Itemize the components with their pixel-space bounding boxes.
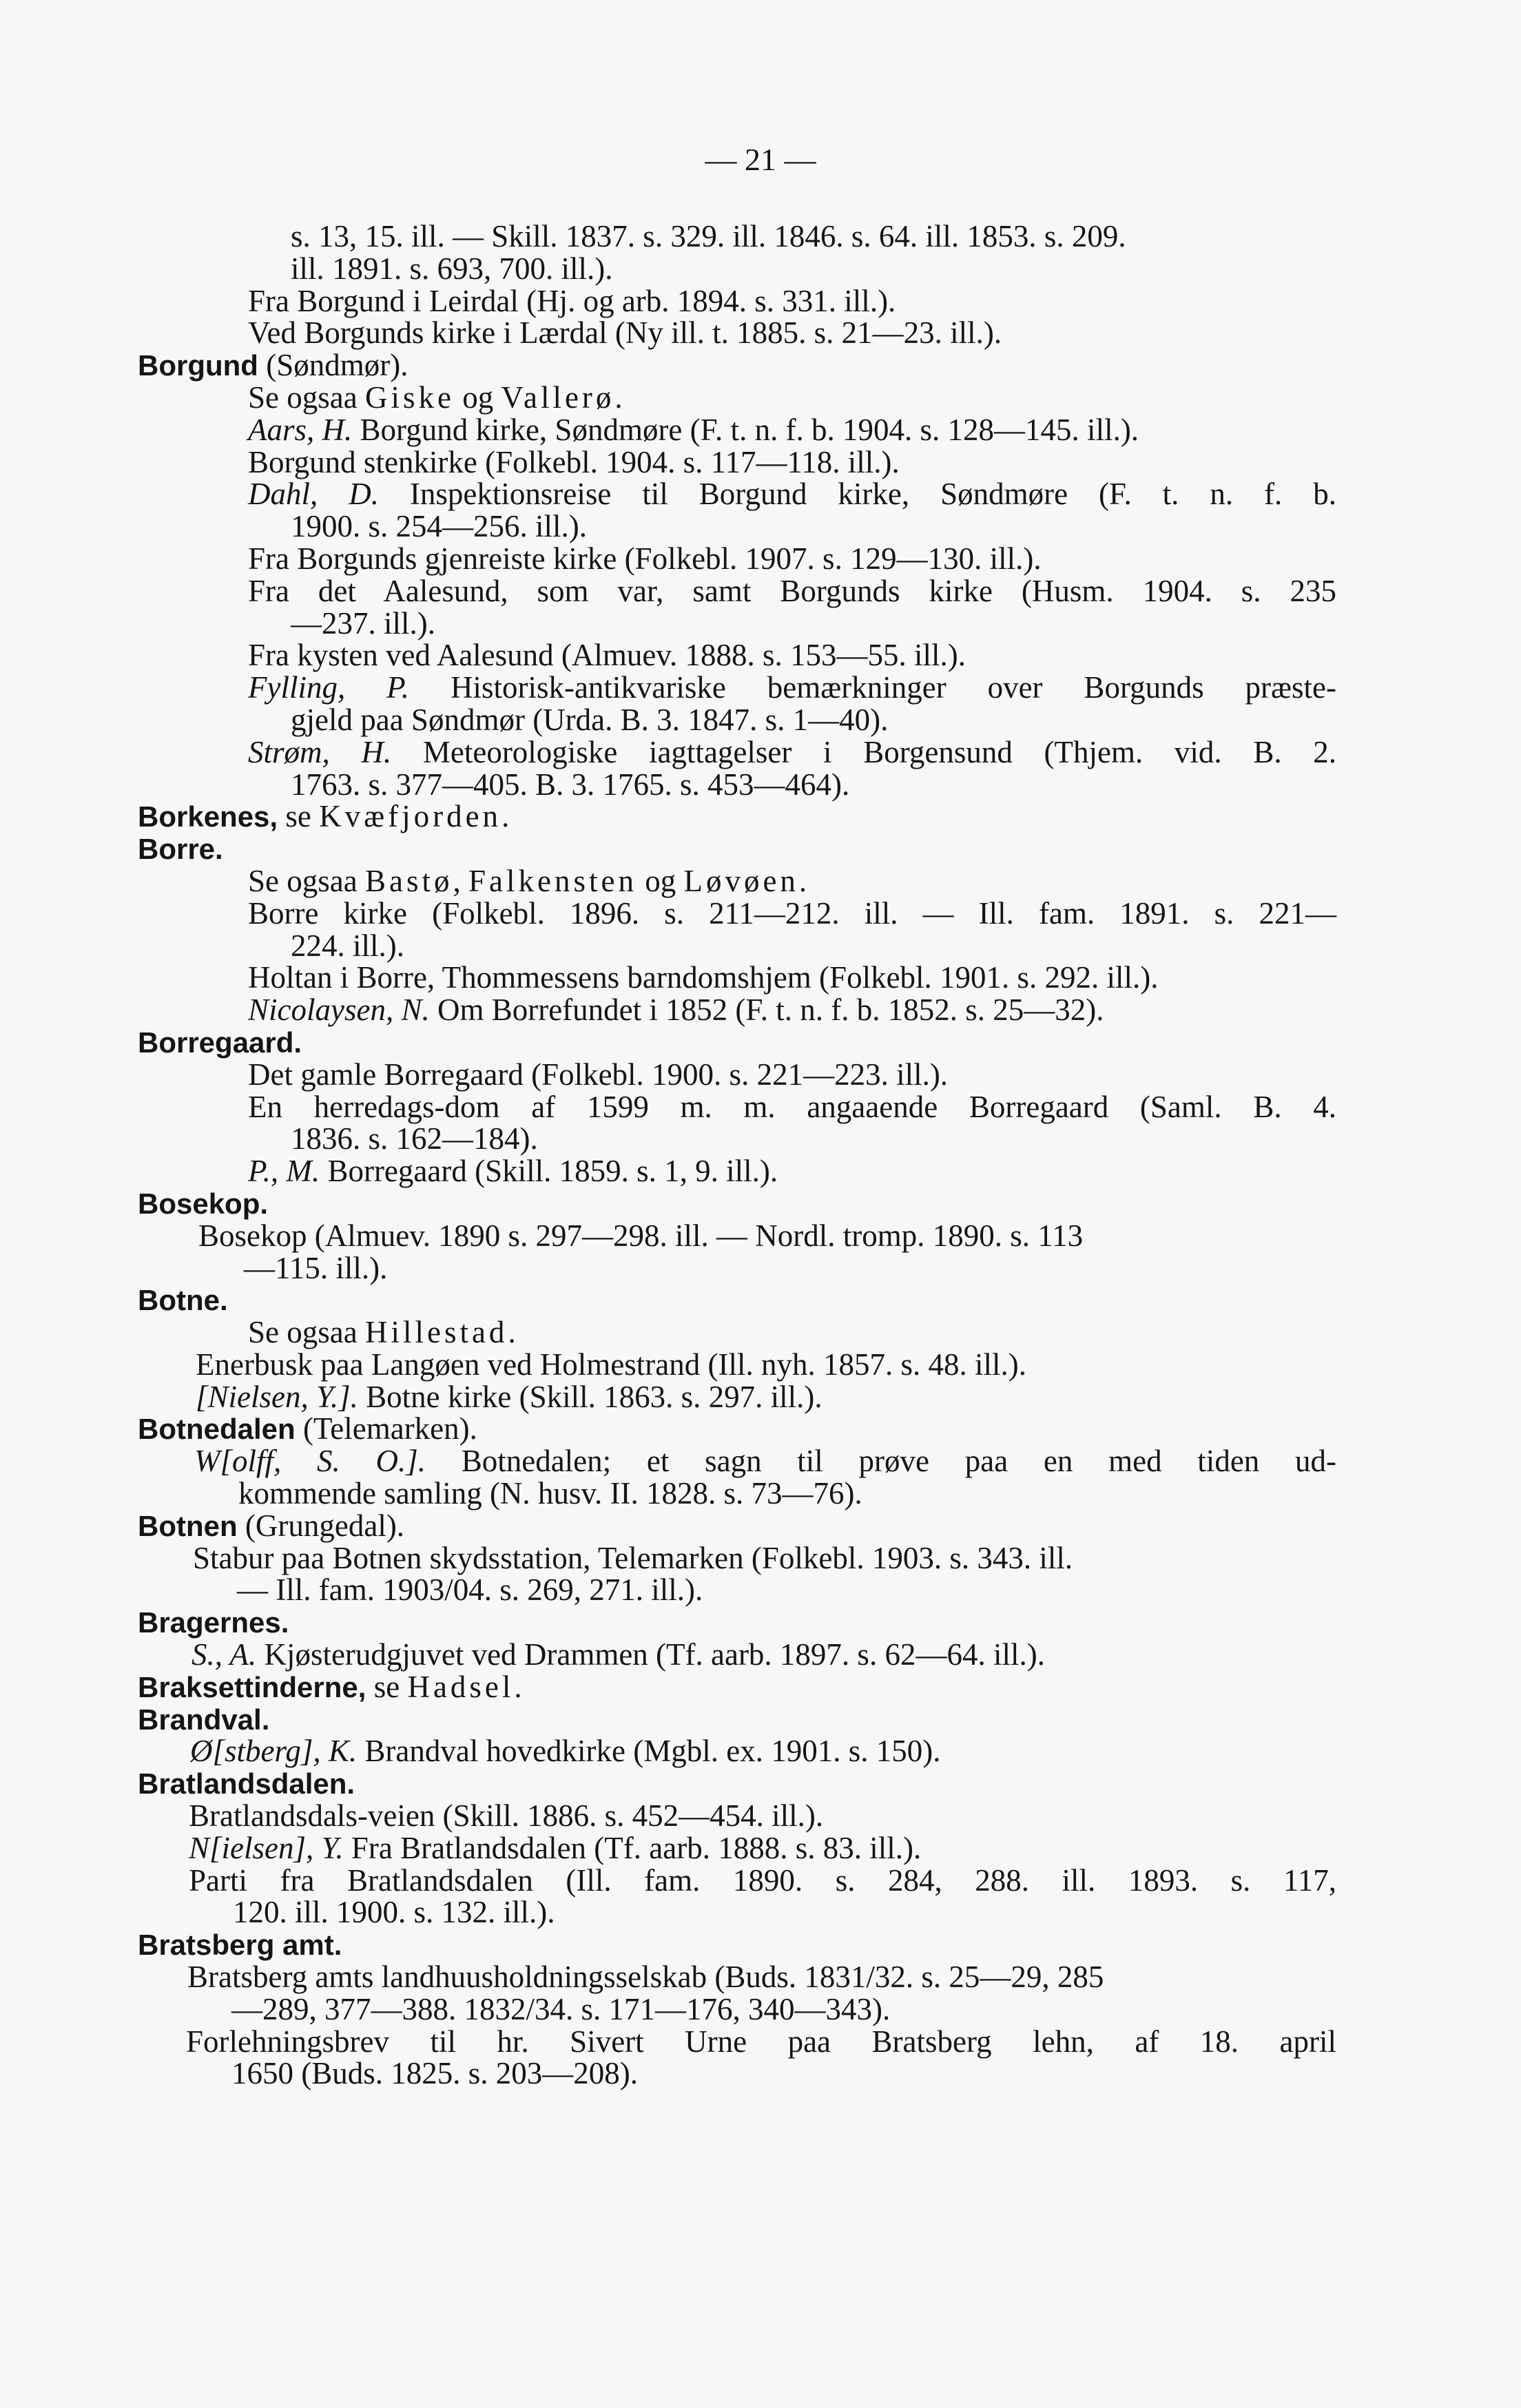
entry-heading: Braksettinderne, [138,1670,366,1703]
index-heading [138,1606,1336,1639]
entry-text: Enerbusk paa Langøen ved Holmestrand (Ill. nyh. 1857. s. 48. ill.). [196,1347,1026,1382]
index-line [138,2057,1336,2090]
entry-text: Fra kysten ved Aalesund (Almuev. 1888. s. 153—55. ill.). [248,638,966,673]
index-line [138,478,1336,510]
index-heading [138,833,1336,865]
entry-heading: Botne. [138,1284,228,1317]
entry-heading: Borgund [138,349,258,382]
author-name: Nicolaysen, N. [248,993,430,1028]
index-line [138,1316,1336,1349]
index-line [138,1574,1336,1606]
index-heading [138,1510,1336,1542]
entry-heading: Bosekop. [138,1187,269,1220]
entry-text: Parti fra Bratlandsdalen (Ill. fam. 1890. s. 284, 288. ill. 1893. s. 117, [189,1862,1336,1898]
index-heading [138,1187,1336,1220]
index-line [138,639,1336,672]
entry-text: se [278,799,320,834]
entry-text: Fra Bratlandsdalen (Tf. aarb. 1888. s. 83. ill.). [343,1830,922,1865]
index-line [138,1059,1336,1091]
entry-text: ill. 1891. s. 693, 700. ill.). [291,251,613,286]
author-name: P., M. [248,1154,320,1189]
index-heading [138,1026,1336,1059]
index-line [138,510,1336,543]
entry-text: og [454,380,501,415]
entry-text: Giske [364,380,455,415]
entry-text: og [637,863,684,898]
index-heading [138,349,1336,382]
entry-text: . [501,799,510,834]
entry-text: En herredags-dom af 1599 m. m. angaaende Borregaard (Saml. B. 4. [248,1089,1336,1124]
index-line [138,769,1336,801]
index-heading [138,1671,1336,1703]
author-name: S., A. [192,1637,257,1672]
index-line [138,1832,1336,1865]
author-name: N[ielsen], Y. [189,1830,344,1865]
entry-text: , [453,863,468,898]
entry-text: gjeld paa Søndmør (Urda. B. 3. 1847. s. 1—40). [291,702,889,737]
index-line [138,446,1336,479]
entry-text: . [508,1315,516,1350]
index-line [138,897,1336,930]
entry-text: . [798,863,807,898]
author-name: Aars, H. [248,412,353,447]
entry-text: Ved Borgunds kirke i Lærdal (Ny ill. t. 1885. s. 21—23. ill.). [248,315,1002,351]
page-number: — 21 — [705,142,816,177]
entry-text: . [614,380,623,415]
entry-text: Om Borrefundet i 1852 (F. t. n. f. b. 1852. s. 25—32). [429,993,1104,1028]
entry-heading: Botnedalen [138,1413,296,1446]
index-line [138,1091,1336,1123]
entry-text: Fra Borgund i Leirdal (Hj. og arb. 1894. s. 331. ill.). [248,283,896,318]
entry-text: Kjøsterudgjuvet ved Drammen (Tf. aarb. 1897. s. 62—64. ill.). [256,1637,1045,1672]
index-line [138,1252,1336,1285]
entry-text: se [366,1669,408,1704]
entry-text: Se ogsaa [248,380,365,415]
author-name: Ø[stberg], K. [190,1734,358,1769]
index-line [138,1123,1336,1155]
entry-text: 1836. s. 162—184). [291,1121,538,1156]
index-line [138,1220,1336,1252]
entry-text: Borregaard (Skill. 1859. s. 1, 9. ill.). [320,1154,778,1189]
index-line [138,605,1336,641]
entry-text: Se ogsaa [248,1315,365,1350]
entry-text: Botnedalen; et sagn til prøve paa en med tiden ud- [425,1444,1337,1479]
author-name: Strøm, H. [248,734,392,769]
index-line [138,1381,1336,1413]
index-heading [138,1703,1336,1736]
entry-text: Fra Borgunds gjenreiste kirke (Folkebl. 1907. s. 129—130. ill.). [248,541,1042,576]
entry-text: Bratsberg amts landhuusholdningsselskab (Buds. 1831/32. s. 25—29, 285 [187,1960,1104,1995]
entry-text: 224. ill.). [291,928,404,963]
entry-text: Forlehningsbrev til hr. Sivert Urne paa Bratsberg lehn, af 18. april [186,2024,1336,2059]
entry-text: Vallerø [501,380,615,415]
index-line [138,704,1336,736]
entry-text: Falkensten [468,863,637,898]
index-heading [138,1929,1336,1961]
entry-text: 1650 (Buds. 1825. s. 203—208). [231,2056,639,2091]
entry-heading: Brandval. [138,1703,270,1736]
entry-text: Stabur paa Botnen skydsstation, Telemarken (Folkebl. 1903. s. 343. ill. [193,1540,1073,1575]
entry-text: Bratlandsdals-veien (Skill. 1886. s. 452—454. ill.). [189,1798,824,1834]
entry-text: Borgund kirke, Søndmøre (F. t. n. f. b. 1904. s. 128—145. ill.). [352,412,1139,447]
entry-text: Meteorologiske iagttagelser i Borgensund (Thjem. vid. B. 2. [391,734,1337,769]
index-line [138,2026,1336,2058]
author-name: W[olff, S. O.]. [194,1444,426,1479]
entry-text: Det gamle Borregaard (Folkebl. 1900. s. 221—223. ill.). [248,1057,949,1092]
index-line [138,1961,1336,1993]
index-line [138,865,1336,897]
index-line [138,962,1336,994]
entry-text: —289, 377—388. 1832/34. s. 171—176, 340—343). [231,1991,891,2026]
entry-heading: Borre. [138,833,223,866]
entry-text: Brandval hovedkirke (Mgbl. ex. 1901. s. 150). [357,1734,941,1769]
index-line [138,220,1336,253]
entry-text: kommende samling (N. husv. II. 1828. s. 73—76). [238,1476,862,1511]
index-line [138,382,1336,414]
index-line [138,672,1336,704]
index-heading [138,1767,1336,1800]
entry-text: —115. ill.). [244,1250,388,1285]
index-line [138,1800,1336,1832]
entry-heading: Bratsberg amt. [138,1929,342,1962]
entry-text: Botne kirke (Skill. 1863. s. 297. ill.). [358,1379,822,1414]
author-name: Fylling, P. [248,670,410,705]
entry-text: Kvæfjorden [319,799,502,834]
entry-heading: Bragernes. [138,1606,289,1639]
entry-text: Fra det Aalesund, som var, samt Borgunds kirke (Husm. 1904. s. 235 [248,573,1336,608]
entry-text: . [514,1669,522,1704]
index-line [138,1735,1336,1767]
index-line [138,317,1336,349]
index-line [138,736,1336,769]
index-line [138,1896,1336,1929]
index-line [138,1862,1336,1898]
entry-text: Se ogsaa [248,863,365,898]
index-heading [138,1284,1336,1316]
index-line [138,994,1336,1026]
entry-text: (Grungedal). [237,1508,405,1543]
index-heading [138,1413,1336,1445]
index-line [138,575,1336,608]
author-name: Dahl, D. [248,477,379,512]
entry-text: Hillestad [364,1315,508,1350]
index-column [138,220,1336,2090]
index-heading [138,800,1336,833]
index-line [138,930,1336,962]
entry-text: (Telemarken). [295,1411,477,1446]
entry-text: Borre kirke (Folkebl. 1896. s. 211—212. ill. — Ill. fam. 1891. s. 221— [248,895,1336,931]
entry-text: 1900. s. 254—256. ill.). [291,509,588,544]
index-line [138,1639,1336,1671]
index-line [138,1155,1336,1187]
entry-text: — Ill. fam. 1903/04. s. 269, 271. ill.). [237,1573,703,1608]
index-line [138,253,1336,285]
index-line [138,1349,1336,1381]
index-line [138,1445,1336,1477]
entry-heading: Borkenes, [138,800,278,833]
index-line [138,1542,1336,1575]
index-line [138,1993,1336,2026]
entry-text: Borgund stenkirke (Folkebl. 1904. s. 117—118. ill.). [248,444,900,479]
index-line [138,414,1336,446]
entry-text: Historisk-antikvariske bemærkninger over Borgunds præste- [409,670,1336,705]
entry-text: Inspektionsreise til Borgund kirke, Søndmøre (F. t. n. f. b. [378,477,1337,512]
entry-text: s. 13, 15. ill. — Skill. 1837. s. 329. ill. 1846. s. 64. ill. 1853. s. 209. [291,219,1126,253]
index-line [138,1477,1336,1510]
entry-text: 1763. s. 377—405. B. 3. 1765. s. 453—464). [291,767,850,802]
entry-heading: Bratlandsdalen. [138,1767,355,1800]
index-line [138,285,1336,318]
entry-text: —237. ill.). [291,605,435,641]
entry-text: Hadsel [407,1669,515,1704]
entry-text: 120. ill. 1900. s. 132. ill.). [233,1895,555,1930]
entry-text: Løvøen [683,863,799,898]
author-name: [Nielsen, Y.]. [196,1379,358,1414]
entry-text: Bastø [364,863,453,898]
entry-heading: Borregaard. [138,1026,302,1059]
entry-text: (Søndmør). [258,348,408,383]
index-line [138,543,1336,575]
entry-heading: Botnen [138,1509,238,1542]
entry-text: Bosekop (Almuev. 1890 s. 297—298. ill. — Nordl. tromp. 1890. s. 113 [198,1218,1084,1253]
entry-text: Holtan i Borre, Thommessens barndomshjem (Folkebl. 1901. s. 292. ill.). [248,960,1159,995]
